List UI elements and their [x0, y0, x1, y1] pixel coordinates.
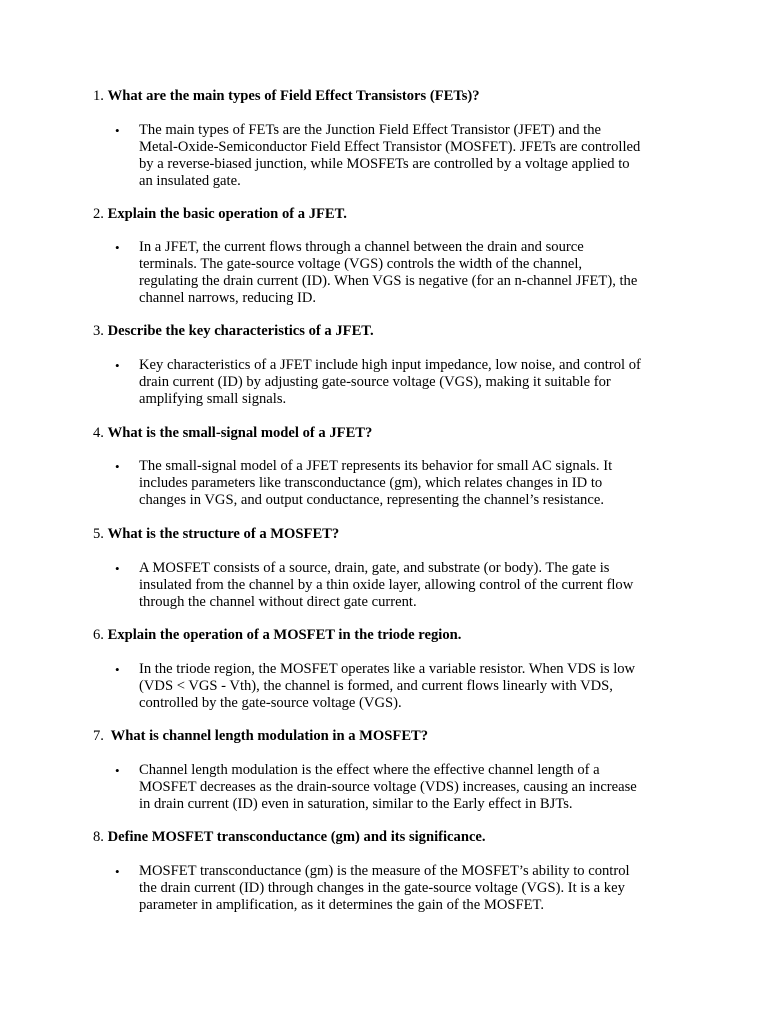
answer-text [139, 239, 679, 307]
answer-line: through the channel without direct gate current. [139, 594, 417, 610]
answer-line: by a reverse-biased junction, while MOSFETs are controlled by a voltage applied to [139, 156, 630, 172]
answer-line: Metal-Oxide-Semiconductor Field Effect Transistor (MOSFET). JFETs are controlled [139, 139, 641, 155]
question-number: 5. [93, 526, 104, 542]
answer-text [139, 661, 679, 712]
answer-line: channel narrows, reducing ID. [139, 290, 317, 306]
question-heading [93, 526, 339, 543]
bullet-icon: • [115, 561, 120, 576]
answer-text [139, 357, 679, 408]
question-text: Describe the key characteristics of a JFET. [107, 323, 374, 339]
answer-text [139, 560, 679, 611]
question-number: 6. [93, 627, 104, 643]
question-text: What is channel length modulation in a MOSFET? [110, 728, 429, 744]
question-heading [93, 425, 372, 442]
question-text: What are the main types of Field Effect Transistors (FETs)? [107, 88, 480, 104]
answer-line: parameter in amplification, as it determines the gain of the MOSFET. [139, 897, 544, 913]
answer-line: MOSFET transconductance (gm) is the measure of the MOSFET’s ability to control [139, 863, 630, 879]
answer-line: The main types of FETs are the Junction Field Effect Transistor (JFET) and the [139, 122, 601, 138]
answer-line: A MOSFET consists of a source, drain, gate, and substrate (or body). The gate is [139, 560, 610, 576]
question-text: Explain the basic operation of a JFET. [107, 206, 347, 222]
answer-line: MOSFET decreases as the drain-source voltage (VDS) increases, causing an increase [139, 779, 637, 795]
bullet-icon: • [115, 240, 120, 255]
answer-line: In the triode region, the MOSFET operates like a variable resistor. When VDS is low [139, 661, 636, 677]
question-heading [93, 88, 480, 105]
answer-line: in drain current (ID) even in saturation, similar to the Early effect in BJTs. [139, 796, 573, 812]
answer-line: (VDS < VGS - Vth), the channel is formed, and current flows linearly with VDS, [139, 678, 613, 694]
question-text: What is the structure of a MOSFET? [107, 526, 340, 542]
question-text: What is the small-signal model of a JFET? [107, 425, 373, 441]
answer-line: amplifying small signals. [139, 391, 287, 407]
answer-text [139, 863, 679, 914]
answer-line: The small-signal model of a JFET represents its behavior for small AC signals. It [139, 458, 613, 474]
answer-text [139, 122, 679, 190]
question-heading [93, 627, 461, 644]
question-number: 7. [93, 728, 104, 744]
bullet-icon: • [115, 763, 120, 778]
answer-text [139, 762, 679, 813]
bullet-icon: • [115, 459, 120, 474]
question-number: 2. [93, 206, 104, 222]
question-number: 8. [93, 829, 104, 845]
bullet-icon: • [115, 662, 120, 677]
answer-line: Key characteristics of a JFET include high input impedance, low noise, and control of [139, 357, 641, 373]
answer-line: terminals. The gate-source voltage (VGS) controls the width of the channel, [139, 256, 583, 272]
question-heading [93, 728, 428, 745]
question-heading [93, 323, 374, 340]
answer-line: controlled by the gate-source voltage (VGS). [139, 695, 402, 711]
question-heading [93, 206, 347, 223]
bullet-icon: • [115, 123, 120, 138]
question-number: 4. [93, 425, 104, 441]
answer-line: In a JFET, the current flows through a channel between the drain and source [139, 239, 584, 255]
question-text: Explain the operation of a MOSFET in the triode region. [107, 627, 462, 643]
question-heading [93, 829, 486, 846]
answer-line: includes parameters like transconductance (gm), which relates changes in ID to [139, 475, 603, 491]
bullet-icon: • [115, 864, 120, 879]
answer-text [139, 458, 679, 509]
answer-line: changes in VGS, and output conductance, representing the channel’s resistance. [139, 492, 604, 508]
answer-line: an insulated gate. [139, 173, 241, 189]
answer-line: regulating the drain current (ID). When VGS is negative (for an n-channel JFET), the [139, 273, 638, 289]
bullet-icon: • [115, 358, 120, 373]
question-number: 1. [93, 88, 104, 104]
question-number: 3. [93, 323, 104, 339]
answer-line: the drain current (ID) through changes in the gate-source voltage (VGS). It is a key [139, 880, 625, 896]
answer-line: drain current (ID) by adjusting gate-source voltage (VGS), making it suitable for [139, 374, 611, 390]
question-text: Define MOSFET transconductance (gm) and its significance. [107, 829, 486, 845]
answer-line: Channel length modulation is the effect where the effective channel length of a [139, 762, 600, 778]
answer-line: insulated from the channel by a thin oxide layer, allowing control of the current flow [139, 577, 634, 593]
